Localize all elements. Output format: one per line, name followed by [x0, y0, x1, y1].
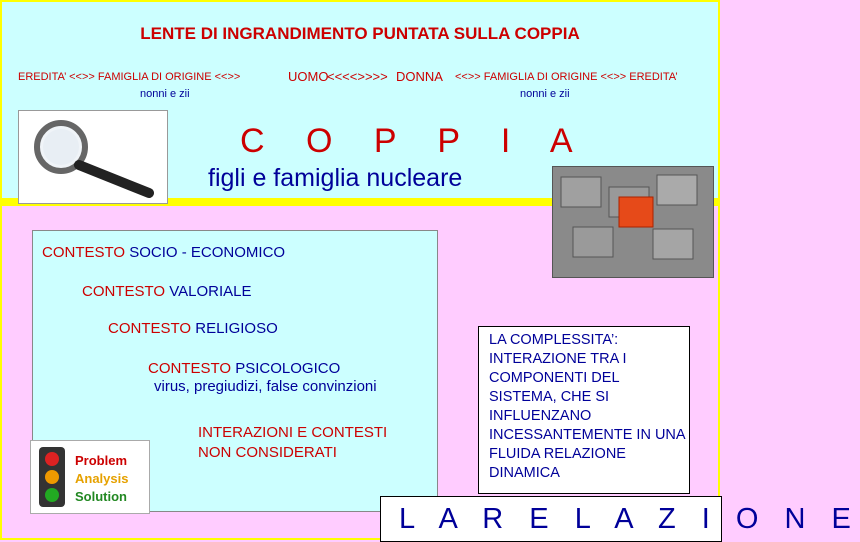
problem-label: Problem [75, 453, 128, 468]
genealogy-middle: <<<<>>>> [327, 69, 388, 84]
context-socio: CONTESTO SOCIO - ECONOMICO [42, 244, 286, 261]
complessita-box [478, 326, 690, 494]
complessita-text: LA COMPLESSITA’: INTERAZIONE TRA I COMPONENTI DEL SISTEMA, CHE SI INFLUENZANO INCESSANTEMENTE IN UNA FLUIDA RELAZIONE DINAMICA [489, 332, 685, 481]
traffic-light-icon [30, 440, 150, 514]
magnifying-glass-icon [18, 110, 168, 204]
relazione-box [380, 496, 860, 542]
context-valoriale: CONTESTO VALORIALE [82, 283, 252, 300]
psico-detail: virus, pregiudizi, false convinzioni [154, 378, 377, 395]
context-psicologico: CONTESTO PSICOLOGICO [148, 360, 341, 377]
analysis-label: Analysis [75, 471, 129, 486]
context-religioso: CONTESTO RELIGIOSO [108, 320, 278, 337]
genealogy-right: <<>> FAMIGLIA DI ORIGINE <<>> EREDITA’ [455, 71, 678, 83]
puzzle-icon [552, 166, 714, 278]
nonni-left: nonni e zii [140, 88, 190, 100]
interazioni-line1: INTERAZIONI E CONTESTI [198, 424, 388, 441]
relazione-title: L A R E L A Z I O N E [399, 503, 860, 535]
interazioni-line2: NON CONSIDERATI [198, 444, 337, 461]
solution-label: Solution [75, 489, 127, 504]
genealogy-left: EREDITA’ <<>> FAMIGLIA DI ORIGINE <<>> [18, 71, 241, 83]
slide-title: LENTE DI INGRANDIMENTO PUNTATA SULLA COPPIA [140, 24, 580, 43]
genealogy-donna: DONNA [396, 69, 443, 84]
genealogy-uomo: UOMO [288, 69, 329, 84]
nonni-right: nonni e zii [520, 88, 570, 100]
coppia-heading: C O P P I A [240, 122, 589, 160]
figli-subheading: figli e famiglia nucleare [208, 164, 463, 192]
